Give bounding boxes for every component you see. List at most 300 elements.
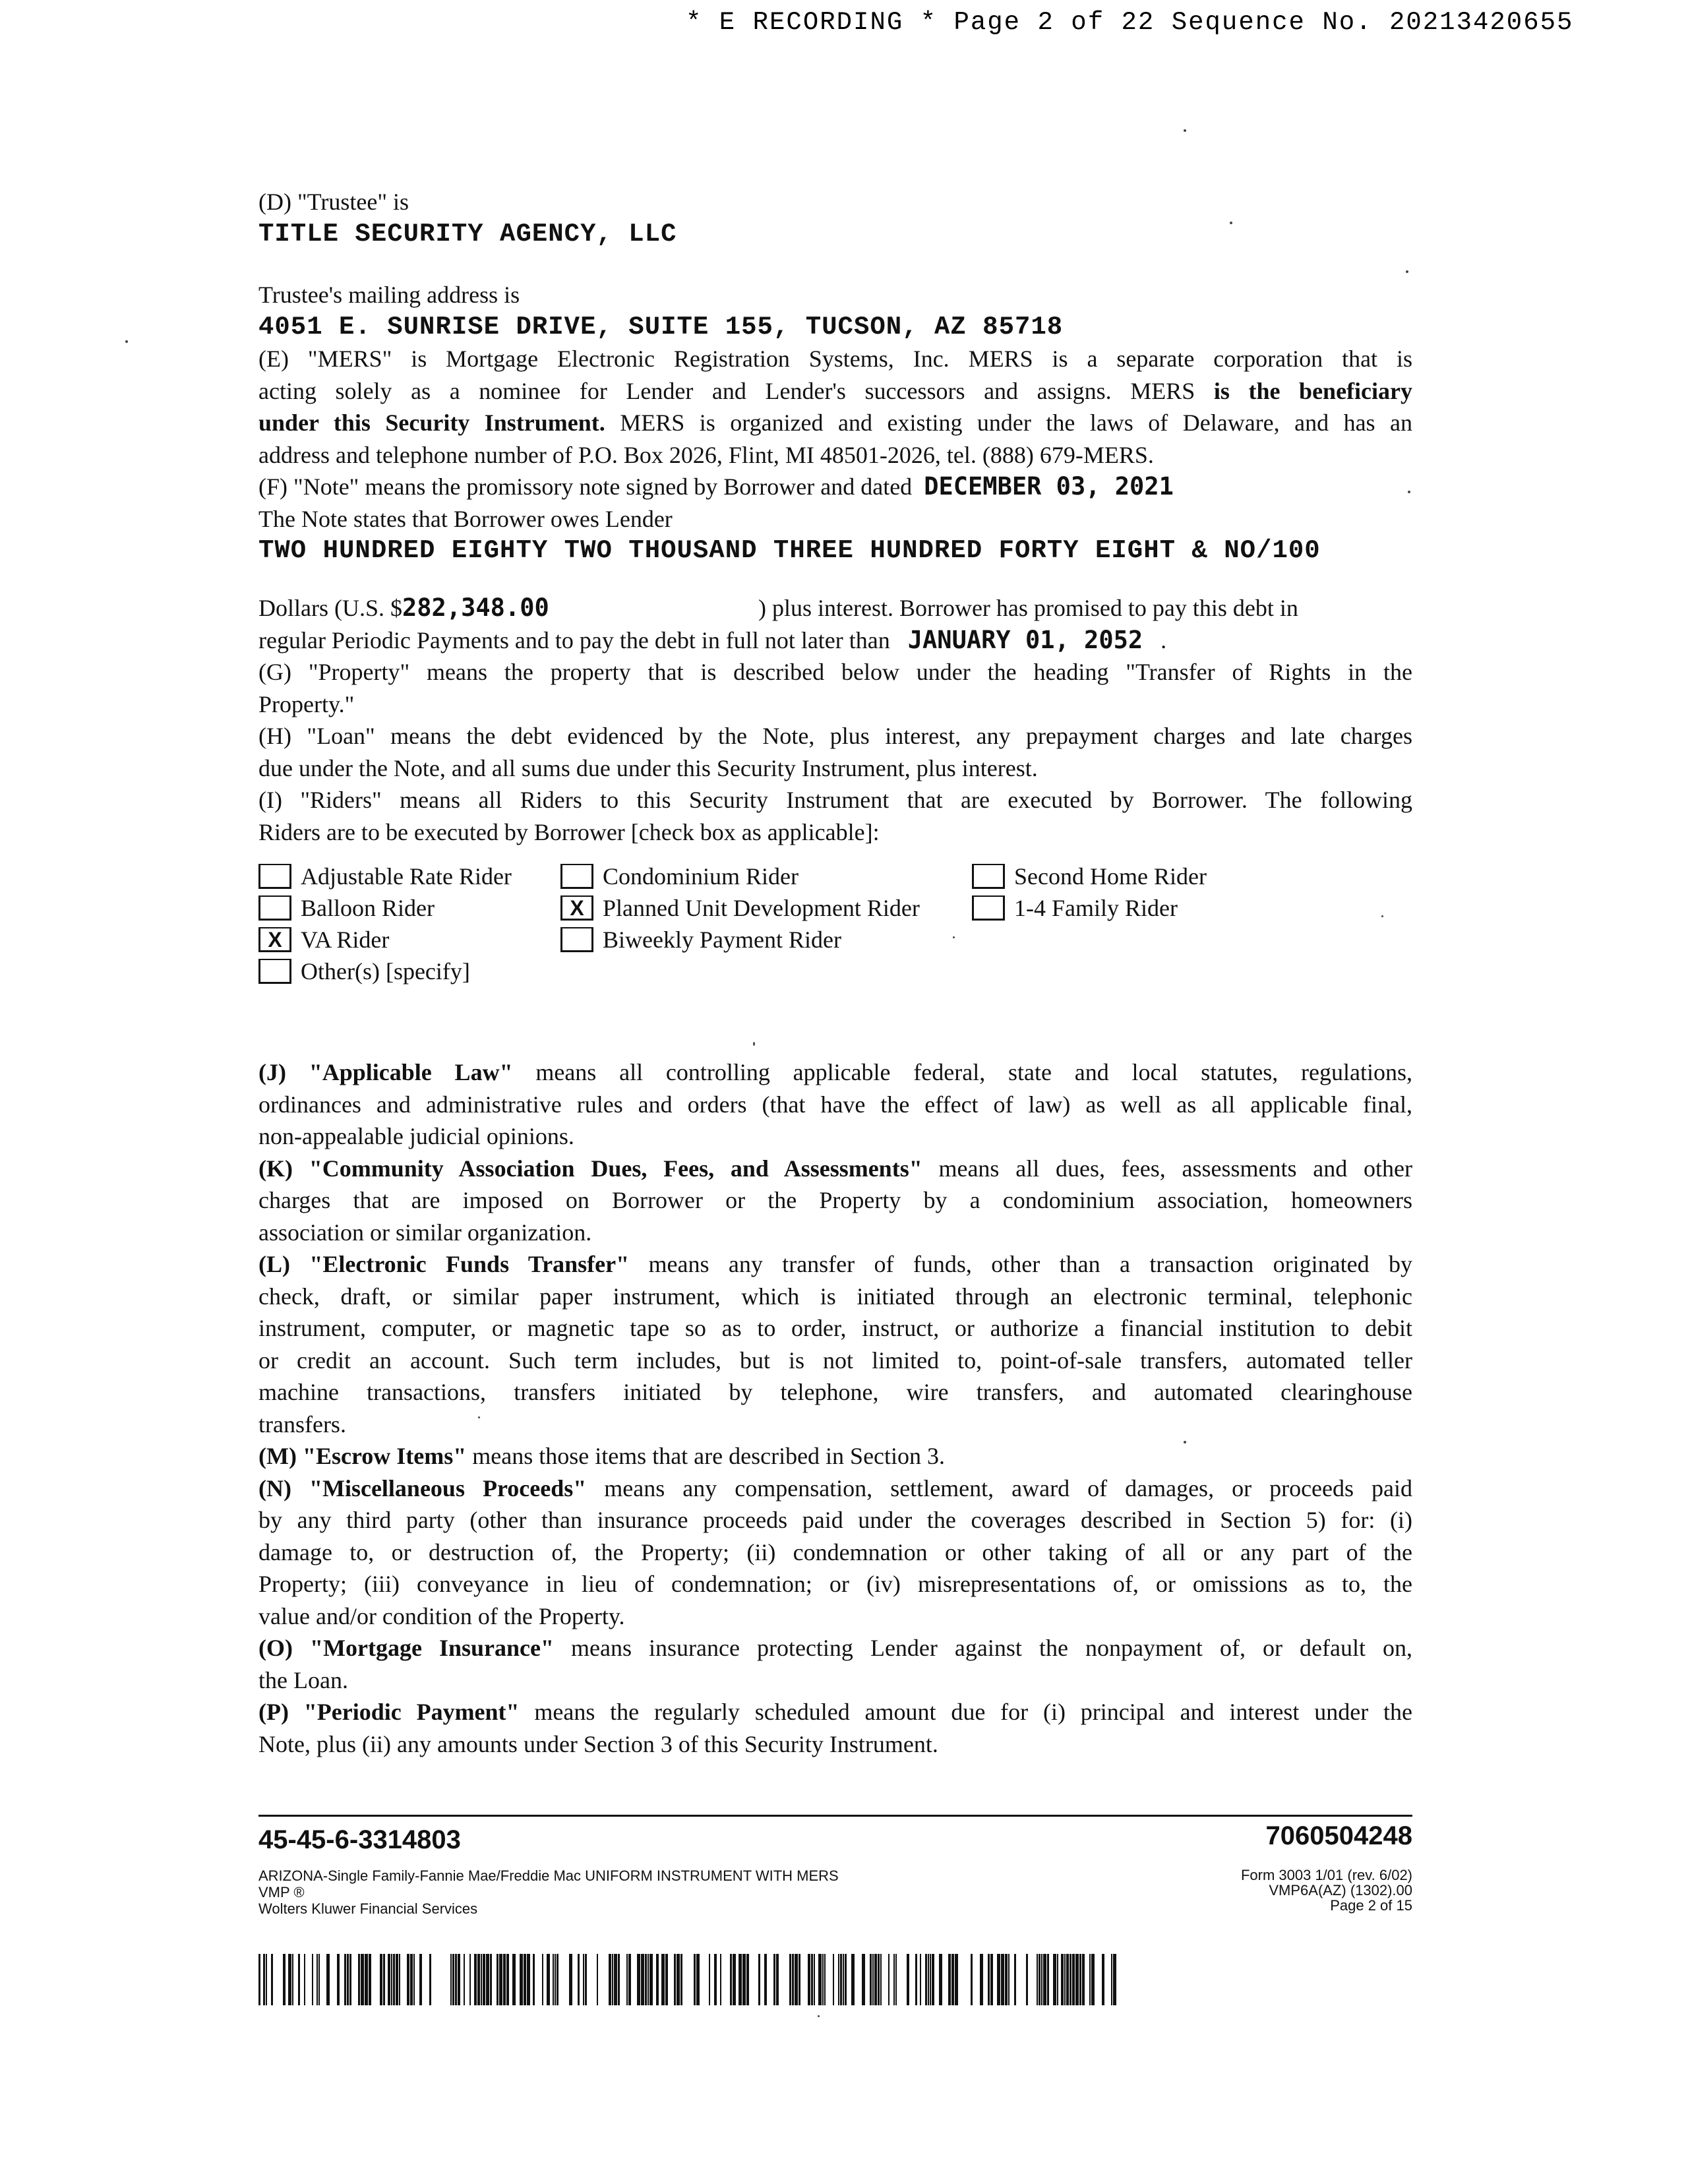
def-text: means any compensation, settlement, award of damages, or proceeds paid [586,1474,1413,1502]
note-date: DECEMBER 03, 2021 [924,472,1174,501]
trustee-name: TITLE SECURITY AGENCY, LLC [258,219,677,249]
barcode-bar [349,1954,351,2005]
def-text: by any third party (other than insurance proceeds paid under the coverages described in Section 5) for: (i) [258,1507,1412,1533]
barcode-bar [925,1954,927,2005]
barcode-bar [583,1954,584,2005]
barcode-bar [555,1954,556,2005]
barcode-bar [1113,1954,1116,2005]
barcode-bar [429,1954,431,2005]
barcode-bar [1041,1954,1042,2005]
loan-number: 7060504248 [1265,1821,1412,1850]
rider-condominium[interactable] [560,862,799,891]
rider-label: Biweekly Payment Rider [603,926,841,953]
trustee-address: 4051 E. SUNRISE DRIVE, SUITE 155, TUCSON, AZ 85718 [258,312,1064,342]
def-j-line [258,1120,1412,1153]
scan-speck [753,1042,755,1046]
def-text: transfers. [258,1410,346,1438]
barcode-bar [648,1954,649,2005]
rider-label: Planned Unit Development Rider [603,895,920,921]
def-text: Note, plus (ii) any amounts under Section 3 of this Security Instrument. [258,1730,938,1757]
barcode-bar [696,1954,700,2005]
barcode-bar [312,1954,313,2005]
def-n-head: (N) "Miscellaneous Proceeds" [258,1474,587,1502]
barcode-bar [628,1954,631,2005]
riders-checklist [258,862,1412,994]
barcode-bar [980,1954,983,2005]
barcode-bar [497,1954,498,2005]
def-text: means any transfer of funds, other than a transaction originated by [629,1251,1412,1277]
mers-text-1: (E) "MERS" is Mortgage Electronic Registration Systems, Inc. MERS is a separate corporation that is [258,346,1412,372]
barcode-bar [1053,1954,1056,2005]
rider-biweekly[interactable] [560,925,841,954]
barcode-bar [738,1954,742,2005]
barcode-bar [637,1954,640,2005]
barcode-bar [585,1954,587,2005]
barcode-bar [1037,1954,1038,2005]
scan-speck [1230,222,1232,224]
barcode-bar [776,1954,779,2005]
barcode-bar [932,1954,934,2005]
barcode-bar [358,1954,360,2005]
barcode-bar [872,1954,874,2005]
loan-text-2: due under the Note, and all sums due under this Security Instrument, plus interest. [258,754,1038,781]
barcode-bar [469,1954,471,2005]
def-k-line [258,1184,1412,1217]
def-l-head: (L) "Electronic Funds Transfer" [258,1251,630,1277]
barcode-bar [612,1954,613,2005]
def-m-head: (M) "Escrow Items" [258,1443,467,1469]
barcode-bar [833,1954,834,2005]
barcode-bar [1082,1954,1085,2005]
barcode-bar [455,1954,457,2005]
periodic-text: regular Periodic Payments and to pay the debt in full not later than [258,626,890,653]
barcode-bar [822,1954,824,2005]
dollars-suffix: ) plus interest. Borrower has promised to pay this debt in [758,595,1298,621]
barcode-bar [361,1954,364,2005]
barcode-bar [758,1954,760,2005]
barcode-bar [1005,1954,1008,2005]
rider-label: Other(s) [specify] [301,958,470,985]
def-o-head: (O) "Mortgage Insurance" [258,1635,554,1661]
barcode-bar [895,1954,897,2005]
barcode-bar [862,1954,865,2005]
barcode-bar [557,1954,558,2005]
barcode-bar [413,1954,415,2005]
barcode-bar [1026,1954,1028,2005]
publisher: Wolters Kluwer Financial Services [258,1900,478,1917]
barcode-bar [948,1954,951,2005]
barcode-bar [720,1954,721,2005]
barcode-bar [614,1954,617,2005]
barcode-bar [388,1954,390,2005]
barcode-bar [569,1954,572,2005]
barcode-bar [1091,1954,1095,2005]
barcode-bar [490,1954,492,2005]
checkbox[interactable] [560,864,593,889]
riders-line-1 [258,784,1412,816]
mers-text-2a: acting solely as a nominee for Lender and Lender's successors and assigns. MERS [258,377,1214,404]
barcode-bar [1089,1954,1091,2005]
barcode-bar [641,1954,644,2005]
barcode-bar [997,1954,1000,2005]
barcode-bar [808,1954,810,2005]
barcode-bar [464,1954,465,2005]
barcode-bar [486,1954,489,2005]
barcode-bar [1039,1954,1040,2005]
dollars-line [258,592,1412,624]
rider-label: Condominium Rider [603,863,799,890]
def-text: machine transactions, transfers initiated by telephone, wire transfers, and automated clearinghouse [258,1379,1412,1405]
def-p-line [258,1728,1412,1761]
mers-beneficiary-bold: is the beneficiary [1213,377,1413,404]
property-text-2: Property." [258,690,355,717]
barcode-bar [838,1954,839,2005]
barcode-bar [870,1954,872,2005]
barcode-bar [318,1954,320,2005]
page-number: Page 2 of 15 [1330,1897,1412,1914]
amount-numeric: 282,348.00 [402,593,549,622]
def-n-line [258,1504,1412,1536]
barcode-bar [746,1954,749,2005]
riders-text-1: (I) "Riders" means all Riders to this Security Instrument that are executed by Borrower. The following [258,787,1412,813]
checkbox[interactable] [972,895,1005,921]
barcode-bar [742,1954,746,2005]
barcode-bar [694,1954,696,2005]
barcode-bar [674,1954,676,2005]
barcode-bar [988,1954,990,2005]
riders-line-2 [258,816,1412,849]
def-k-line [258,1153,1412,1185]
def-l-line [258,1281,1412,1313]
barcode-bar [955,1954,958,2005]
periodic-line: regular Periodic Payments and to pay the debt in full not later than JANUARY 01, 2052 . [258,625,1167,654]
barcode-bar [266,1954,267,2005]
rider-label: 1-4 Family Rider [1014,895,1178,921]
barcode-bar [410,1954,413,2005]
property-line-2 [258,688,1412,721]
note-owes-text: The Note states that Borrower owes Lender [258,505,673,532]
barcode-bar [391,1954,392,2005]
def-text: association or similar organization. [258,1219,592,1246]
barcode-bar [1057,1954,1058,2005]
barcode-bar [773,1954,775,2005]
form-title: ARIZONA-Single Family-Fannie Mae/Freddie Mac UNIFORM INSTRUMENT WITH MERS [258,1867,839,1884]
def-l-line [258,1409,1412,1441]
form-code: VMP6A(AZ) (1302).00 [1269,1882,1412,1898]
def-text: means those items that are described in Section 3. [466,1443,946,1469]
checkbox[interactable]: X [560,895,593,921]
barcode-bar [928,1954,929,2005]
note-line-2 [258,503,1412,535]
barcode-bar [347,1954,349,2005]
barcode-bar [524,1954,526,2005]
barcode-bar [1079,1954,1081,2005]
def-k-line [258,1217,1412,1249]
barcode-bar [1014,1954,1016,2005]
barcode-bar [344,1954,346,2005]
mers-line-1 [258,343,1412,375]
barcode-bar [380,1954,382,2005]
barcode-bar [481,1954,482,2005]
barcode-bar [450,1954,452,2005]
barcode-bar [452,1954,454,2005]
barcode-bar [393,1954,395,2005]
barcode-bar [419,1954,422,2005]
barcode-bar [258,1954,260,2005]
def-text: or credit an account. Such term includes, but is not limited to, point-of-sale transfers, automated teller [258,1347,1412,1374]
barcode-bar [326,1954,330,2005]
trustee-mailing-label: Trustee's mailing address is [258,282,520,308]
barcode-bar [458,1954,460,2005]
barcode-bar [1064,1954,1066,2005]
barcode-bar [665,1954,668,2005]
barcode-bar [474,1954,477,2005]
barcode-bar [527,1954,530,2005]
parcel-number: 45-45-6-3314803 [258,1825,461,1854]
barcode-bar [645,1954,647,2005]
barcode-bar [811,1954,813,2005]
def-p-head: (P) "Periodic Payment" [258,1699,520,1725]
barcode-bar [597,1954,598,2005]
scan-speck [1408,491,1410,493]
recording-header: * E RECORDING * Page 2 of 22 Sequence No. 20213420655 [686,8,1574,37]
barcode-bar [824,1954,826,2005]
form-number: Form 3003 1/01 (rev. 6/02) [1240,1867,1412,1883]
barcode-bar [337,1954,340,2005]
def-o-line [258,1664,1412,1697]
def-l-line [258,1248,1412,1281]
barcode-bar [553,1954,554,2005]
barcode-bar [547,1954,550,2005]
dollars-prefix: Dollars (U.S. $ [258,595,402,621]
checkbox[interactable] [258,895,291,921]
barcode-bar [365,1954,368,2005]
barcode-bar [789,1954,791,2005]
barcode-bar [304,1954,305,2005]
barcode-bar [506,1954,509,2005]
barcode-bar [843,1954,844,2005]
barcode-bar [292,1954,293,2005]
barcode-bar [1066,1954,1069,2005]
riders-text-2: Riders are to be executed by Borrower [check box as applicable]: [258,818,880,845]
def-text: ordinances and administrative rules and orders (that have the effect of law) as well as all applicable final, [258,1091,1412,1118]
barcode-bar [814,1954,815,2005]
barcode-bar [283,1954,286,2005]
def-m-line [258,1440,1412,1472]
property-line-1 [258,656,1412,688]
barcode-bar [520,1954,523,2005]
barcode-bar [888,1954,889,2005]
rider-second-home[interactable] [972,862,1207,891]
barcode-bar [990,1954,993,2005]
barcode-bar [915,1954,917,2005]
form-info-right [1121,1867,1412,1913]
barcode-bar [578,1954,580,2005]
def-l-line [258,1345,1412,1377]
barcode-bar [795,1954,798,2005]
mers-text-4: address and telephone number of P.O. Box 2026, Flint, MI 48501-2026, tel. (888) 679-MERS. [258,441,1154,468]
barcode-bar [542,1954,543,2005]
mers-line-3 [258,407,1412,439]
barcode-bar [407,1954,409,2005]
barcode-bar [263,1954,265,2005]
def-text: instrument, computer, or magnetic tape so as to order, instruct, or authorize a financial institution to debit [258,1315,1412,1341]
rider-adjustable-rate[interactable] [258,862,512,891]
barcode-bar [792,1954,794,2005]
rider-va[interactable] [258,925,389,954]
checkbox[interactable]: X [258,927,291,952]
rider-pud[interactable] [560,894,920,923]
loan-line-1 [258,720,1412,752]
note-text: (F) "Note" means the promissory note signed by Borrower and dated [258,473,913,500]
checkbox[interactable] [560,927,593,952]
scan-speck [125,340,128,343]
barcode-bar [1001,1954,1004,2005]
barcode-bar [1075,1954,1079,2005]
barcode-bar [1072,1954,1075,2005]
barcode-bar [271,1954,273,2005]
barcode-bar [477,1954,480,2005]
loan-line-2 [258,752,1412,785]
barcode-bar [951,1954,954,2005]
rider-balloon[interactable] [258,894,435,923]
def-l-line [258,1312,1412,1345]
loan-text-1: (H) "Loan" means the debt evidenced by the Note, plus interest, any prepayment charges and late charges [258,723,1412,749]
checkbox[interactable] [972,864,1005,889]
def-text: non-appealable judicial opinions. [258,1123,574,1149]
rider-label: Balloon Rider [301,895,435,921]
def-n-line [258,1536,1412,1569]
barcode-bar [851,1954,855,2005]
footer-divider [258,1815,1412,1817]
rider-label: VA Rider [301,926,390,953]
barcode-bar [288,1954,291,2005]
def-j-line [258,1089,1412,1121]
barcode-bar [1047,1954,1049,2005]
barcode-bar [609,1954,611,2005]
property-text-1: (G) "Property" means the property that is described below under the heading "Transfer of Rights in the [258,659,1412,685]
scan-speck [1381,915,1383,917]
barcode-bar [677,1954,680,2005]
scan-speck [1406,270,1408,273]
mers-section [258,279,1412,567]
def-text: means all dues, fees, assessments and other [922,1155,1412,1182]
trustee-section [258,186,1412,250]
barcode-bar [316,1954,318,2005]
barcode-bar [1070,1954,1071,2005]
dollars-section [258,592,1412,848]
mers-line-2 [258,375,1412,408]
barcode-bar [1061,1954,1064,2005]
barcode-bar [878,1954,880,2005]
barcode-bar [656,1954,659,2005]
scan-speck [478,1416,480,1418]
mers-security-bold: under this Security Instrument. [258,410,605,436]
scan-speck [1184,1441,1186,1443]
def-text: charges that are imposed on Borrower or the Property by a condominium association, homeowners [258,1187,1412,1213]
def-j-head: (J) "Applicable Law" [258,1059,513,1085]
barcode-bar [874,1954,877,2005]
def-o-line [258,1632,1412,1664]
barcode-bar [649,1954,653,2005]
amount-words: TWO HUNDRED EIGHTY TWO THOUSAND THREE HUNDRED FORTY EIGHT & NO/100 [258,536,1321,565]
checkbox[interactable] [258,864,291,889]
rider-other[interactable] [258,957,470,986]
barcode-bar [714,1954,717,2005]
barcode-bar [383,1954,385,2005]
barcode-bar [483,1954,485,2005]
barcode-bar [733,1954,736,2005]
definitions [258,1056,1412,1760]
barcode-bar [512,1954,516,2005]
barcode-bar [1111,1954,1112,2005]
def-l-line [258,1376,1412,1409]
barcode-bar [845,1954,847,2005]
def-text: the Loan. [258,1666,348,1693]
barcode-bar [661,1954,665,2005]
barcode-bar [1008,1954,1010,2005]
barcode-bar [298,1954,300,2005]
def-n-line [258,1600,1412,1633]
barcode-bar [893,1954,895,2005]
def-p-line [258,1696,1412,1728]
scan-speck [818,2015,820,2017]
barcode-bar [533,1954,535,2005]
def-text: Property; (iii) conveyance in lieu of condemnation; or (iv) misrepresentations of, or omissions as to, the [258,1571,1412,1597]
checkbox[interactable] [258,959,291,984]
def-text: means the regularly scheduled amount due for (i) principal and interest under the [519,1699,1412,1725]
barcode-bar [730,1954,732,2005]
barcode-bar [818,1954,822,2005]
barcode [258,1954,1120,2005]
barcode-bar [1043,1954,1046,2005]
maturity-date: JANUARY 01, 2052 [907,625,1143,654]
barcode-bar [396,1954,398,2005]
barcode-bar [503,1954,506,2005]
scan-speck [953,936,955,938]
barcode-bar [764,1954,767,2005]
barcode-bar [369,1954,371,2005]
note-line-1 [258,471,1412,503]
form-info-left [258,1867,839,1917]
barcode-bar [709,1954,710,2005]
def-k-head: (K) "Community Association Dues, Fees, and Assessments" [258,1155,922,1182]
barcode-bar [799,1954,800,2005]
def-n-line [258,1568,1412,1600]
barcode-bar [680,1954,682,2005]
barcode-bar [1102,1954,1104,2005]
rider-label: Second Home Rider [1014,863,1207,890]
barcode-bar [907,1954,909,2005]
barcode-bar [626,1954,628,2005]
mers-line-4 [258,439,1412,471]
rider-1-4-family[interactable] [972,894,1178,923]
def-text: check, draft, or similar paper instrument, which is initiated through an electronic terminal, telephonic [258,1283,1412,1310]
scan-speck [1184,129,1186,132]
barcode-bar [399,1954,400,2005]
barcode-bar [618,1954,620,2005]
def-n-line [258,1472,1412,1505]
def-text: means all controlling applicable federal, state and local statutes, regulations, [512,1059,1413,1085]
barcode-bar [840,1954,842,2005]
barcode-bar [930,1954,931,2005]
mers-text-3b: MERS is organized and existing under the laws of Delaware, and has an [605,410,1413,436]
def-text: means insurance protecting Lender against the nonpayment of, or default on, [553,1635,1412,1661]
def-text: damage to, or destruction of, the Property; (ii) condemnation or other taking of all or any part of the [258,1538,1412,1565]
barcode-bar [920,1954,921,2005]
trustee-label: (D) "Trustee" is [258,189,409,215]
rider-label: Adjustable Rate Rider [301,863,512,890]
